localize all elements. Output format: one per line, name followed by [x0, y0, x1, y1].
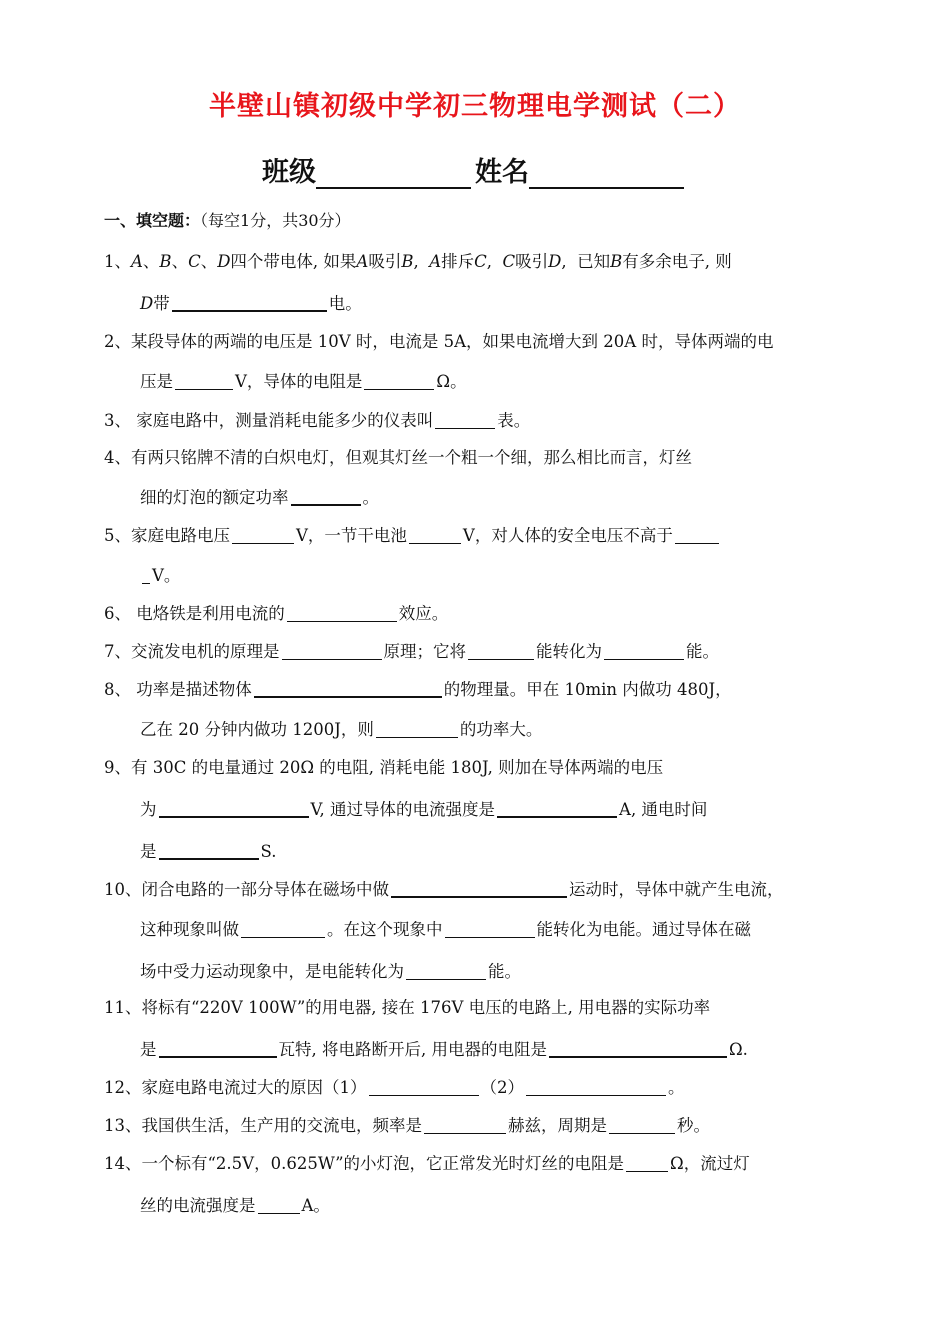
- var-d: D: [548, 252, 562, 271]
- var-a: A: [356, 252, 369, 271]
- text: 表。: [497, 411, 531, 430]
- question-10-cont: [140, 916, 751, 940]
- text: A, 通电时间: [619, 800, 708, 819]
- answer-blank[interactable]: [424, 1116, 506, 1134]
- question-number: 1、: [104, 252, 131, 271]
- text: A。: [301, 1196, 330, 1215]
- class-blank[interactable]: [316, 157, 471, 189]
- var-c: C: [474, 252, 487, 271]
- class-label: 班级: [262, 157, 316, 188]
- class-name-line: [0, 150, 950, 189]
- var-b: B: [159, 252, 172, 271]
- answer-blank[interactable]: [526, 1078, 666, 1096]
- text: 是: [140, 1040, 157, 1059]
- question-9: [104, 754, 663, 778]
- answer-blank[interactable]: [409, 526, 461, 544]
- question-5-cont: [140, 562, 180, 586]
- question-14: [104, 1150, 750, 1174]
- answer-blank[interactable]: [172, 293, 327, 312]
- question-9-cont2: [140, 838, 276, 862]
- question-10: [104, 876, 784, 900]
- question-3: [104, 407, 530, 431]
- text: 一个标有“2.5V，0.625W”的小灯泡，它正常发光时灯丝的电阻是: [141, 1154, 625, 1173]
- question-10-cont2: [140, 958, 521, 982]
- text: 家庭电路电流过大的原因（1）: [141, 1078, 367, 1097]
- question-11-cont: [140, 1036, 748, 1060]
- answer-blank[interactable]: [609, 1116, 675, 1134]
- question-8: [104, 676, 732, 700]
- answer-blank[interactable]: [282, 642, 382, 660]
- text: 是: [140, 842, 157, 861]
- answer-blank[interactable]: [364, 372, 434, 390]
- text: Ω。: [436, 372, 467, 391]
- answer-blank[interactable]: [254, 679, 442, 698]
- var-c: C: [188, 252, 201, 271]
- var-a: A: [429, 252, 442, 271]
- question-5: [104, 522, 721, 546]
- question-11: [104, 994, 710, 1018]
- text: 秒。: [677, 1116, 710, 1135]
- text: 效应。: [398, 604, 449, 623]
- section-title: 一、填空题：: [104, 211, 201, 230]
- text: 将标有“220V 100W”的用电器, 接在 176V 电压的电路上, 用电器的实际功率: [141, 998, 711, 1017]
- question-number: 2、: [104, 332, 131, 351]
- answer-blank[interactable]: [376, 720, 458, 738]
- question-number: 11、: [104, 998, 142, 1017]
- text: 丝的电流强度是: [140, 1196, 256, 1215]
- text: 电。: [328, 294, 362, 313]
- answer-blank[interactable]: [175, 372, 233, 390]
- page-title: 半壁山镇初级中学初三物理电学测试（二）: [209, 91, 741, 122]
- answer-blank[interactable]: [445, 920, 535, 938]
- question-7: [104, 638, 719, 662]
- text: 已知: [577, 252, 611, 271]
- name-blank[interactable]: [529, 157, 684, 189]
- question-number: 13、: [104, 1116, 142, 1135]
- text: V，导体的电阻是: [235, 372, 363, 391]
- text: 有两只铭牌不清的白炽电灯，但观其灯丝一个粗一个细，那么相比而言，灯丝: [131, 448, 692, 467]
- var-c: C: [502, 252, 516, 271]
- question-number: 5、: [104, 526, 131, 545]
- text: 闭合电路的一部分导体在磁场中做: [141, 880, 389, 899]
- answer-blank[interactable]: [675, 526, 719, 544]
- answer-blank[interactable]: [549, 1039, 727, 1058]
- text: 。: [362, 488, 379, 507]
- var-a: A: [131, 252, 143, 271]
- text: 压是: [140, 372, 173, 391]
- text: V。: [152, 566, 181, 585]
- section-note: （每空1分，共30分）: [200, 211, 351, 230]
- var-b: B: [610, 252, 623, 271]
- answer-blank[interactable]: [241, 920, 325, 938]
- text: 有 30C 的电量通过 20Ω 的电阻, 消耗电能 180J, 则加在导体两端的电压: [131, 758, 664, 777]
- question-13: [104, 1112, 710, 1136]
- question-9-cont: [140, 796, 707, 820]
- answer-blank[interactable]: [258, 1196, 300, 1214]
- question-number: 4、: [104, 448, 131, 467]
- text: S.: [260, 842, 277, 861]
- answer-blank[interactable]: [142, 566, 150, 584]
- text: V，对人体的安全电压不高于: [462, 526, 673, 545]
- answer-blank[interactable]: [232, 526, 294, 544]
- answer-blank[interactable]: [497, 799, 617, 818]
- question-number: 7、: [104, 642, 131, 661]
- answer-blank[interactable]: [626, 1154, 668, 1172]
- name-label: 姓名: [475, 157, 529, 188]
- answer-blank[interactable]: [159, 799, 309, 818]
- answer-blank[interactable]: [406, 962, 486, 980]
- answer-blank[interactable]: [287, 604, 397, 622]
- question-number: 10、: [104, 880, 142, 899]
- text: 四个带电体, 如果: [230, 252, 357, 271]
- text: 能转化为电能。通过导体在磁: [536, 920, 751, 939]
- question-4-cont: [140, 484, 379, 508]
- text: 的物理量。甲在 10min 内做功 480J，: [443, 680, 732, 699]
- question-number: 6、: [104, 604, 131, 623]
- question-14-cont: [140, 1192, 330, 1216]
- text: 运动时，导体中就产生电流，: [569, 880, 784, 899]
- section-heading: [104, 208, 351, 231]
- text: 。在这个现象中: [327, 920, 443, 939]
- answer-blank[interactable]: [604, 642, 684, 660]
- question-1: 1、A、B、C、D四个带电体, 如果A吸引B, A排斥C, C吸引D, 已知B有多余电子, 则: [104, 252, 732, 271]
- text: 电烙铁是利用电流的: [136, 604, 285, 623]
- text: 能。: [488, 962, 521, 981]
- question-8-cont: [140, 716, 542, 740]
- text: 这种现象叫做: [140, 920, 239, 939]
- text: 乙在 20 分钟内做功 1200J，则: [140, 720, 374, 739]
- answer-blank[interactable]: [159, 1039, 277, 1058]
- text: 交流发电机的原理是: [131, 642, 280, 661]
- answer-blank[interactable]: [435, 411, 495, 429]
- answer-blank[interactable]: [159, 841, 259, 860]
- text: 场中受力运动现象中，是电能转化为: [140, 962, 404, 981]
- question-2: [104, 328, 773, 352]
- answer-blank[interactable]: [291, 487, 361, 506]
- text: 能转化为: [536, 642, 602, 661]
- question-12: [104, 1074, 685, 1098]
- text: 。: [668, 1078, 685, 1097]
- question-number: 9、: [104, 758, 131, 777]
- text: 家庭电路电压: [131, 526, 230, 545]
- text: 某段导体的两端的电压是 10V 时，电流是 5A，如果电流增大到 20A 时，导体两端的电: [131, 332, 774, 351]
- text: 原理；它将: [383, 642, 466, 661]
- text: Ω，流过灯: [670, 1154, 750, 1173]
- text: 为: [140, 800, 157, 819]
- text: V，一节干电池: [296, 526, 407, 545]
- text: V, 通过导体的电流强度是: [310, 800, 496, 819]
- question-number: 3、: [104, 411, 131, 430]
- question-4: [104, 444, 692, 468]
- text: 瓦特, 将电路断开后, 用电器的电阻是: [278, 1040, 547, 1059]
- question-number: 8、: [104, 680, 131, 699]
- question-number: 14、: [104, 1154, 142, 1173]
- text: 赫兹，周期是: [508, 1116, 607, 1135]
- text: 的功率大。: [459, 720, 543, 739]
- text: 家庭电路中，测量消耗电能多少的仪表叫: [136, 411, 434, 430]
- text: 有多余电子, 则: [622, 252, 732, 271]
- text: 能。: [686, 642, 719, 661]
- answer-blank[interactable]: [468, 642, 534, 660]
- text: 我国供生活，生产用的交流电，频率是: [141, 1116, 422, 1135]
- answer-blank[interactable]: [391, 879, 567, 898]
- var-d: D: [140, 294, 154, 313]
- text: 带: [153, 294, 170, 313]
- question-2-cont: [140, 368, 467, 392]
- var-b: B: [401, 252, 414, 271]
- question-1-cont: [140, 290, 362, 314]
- text: 细的灯泡的额定功率: [140, 488, 289, 507]
- text: Ω.: [728, 1040, 748, 1059]
- answer-blank[interactable]: [369, 1078, 479, 1096]
- text: 排斥: [441, 252, 475, 271]
- text: 吸引: [368, 252, 402, 271]
- question-6: [104, 600, 448, 624]
- text: 吸引: [515, 252, 549, 271]
- text: 功率是描述物体: [136, 680, 252, 699]
- text: （2）: [480, 1078, 524, 1097]
- var-d: D: [217, 252, 231, 271]
- question-number: 12、: [104, 1078, 142, 1097]
